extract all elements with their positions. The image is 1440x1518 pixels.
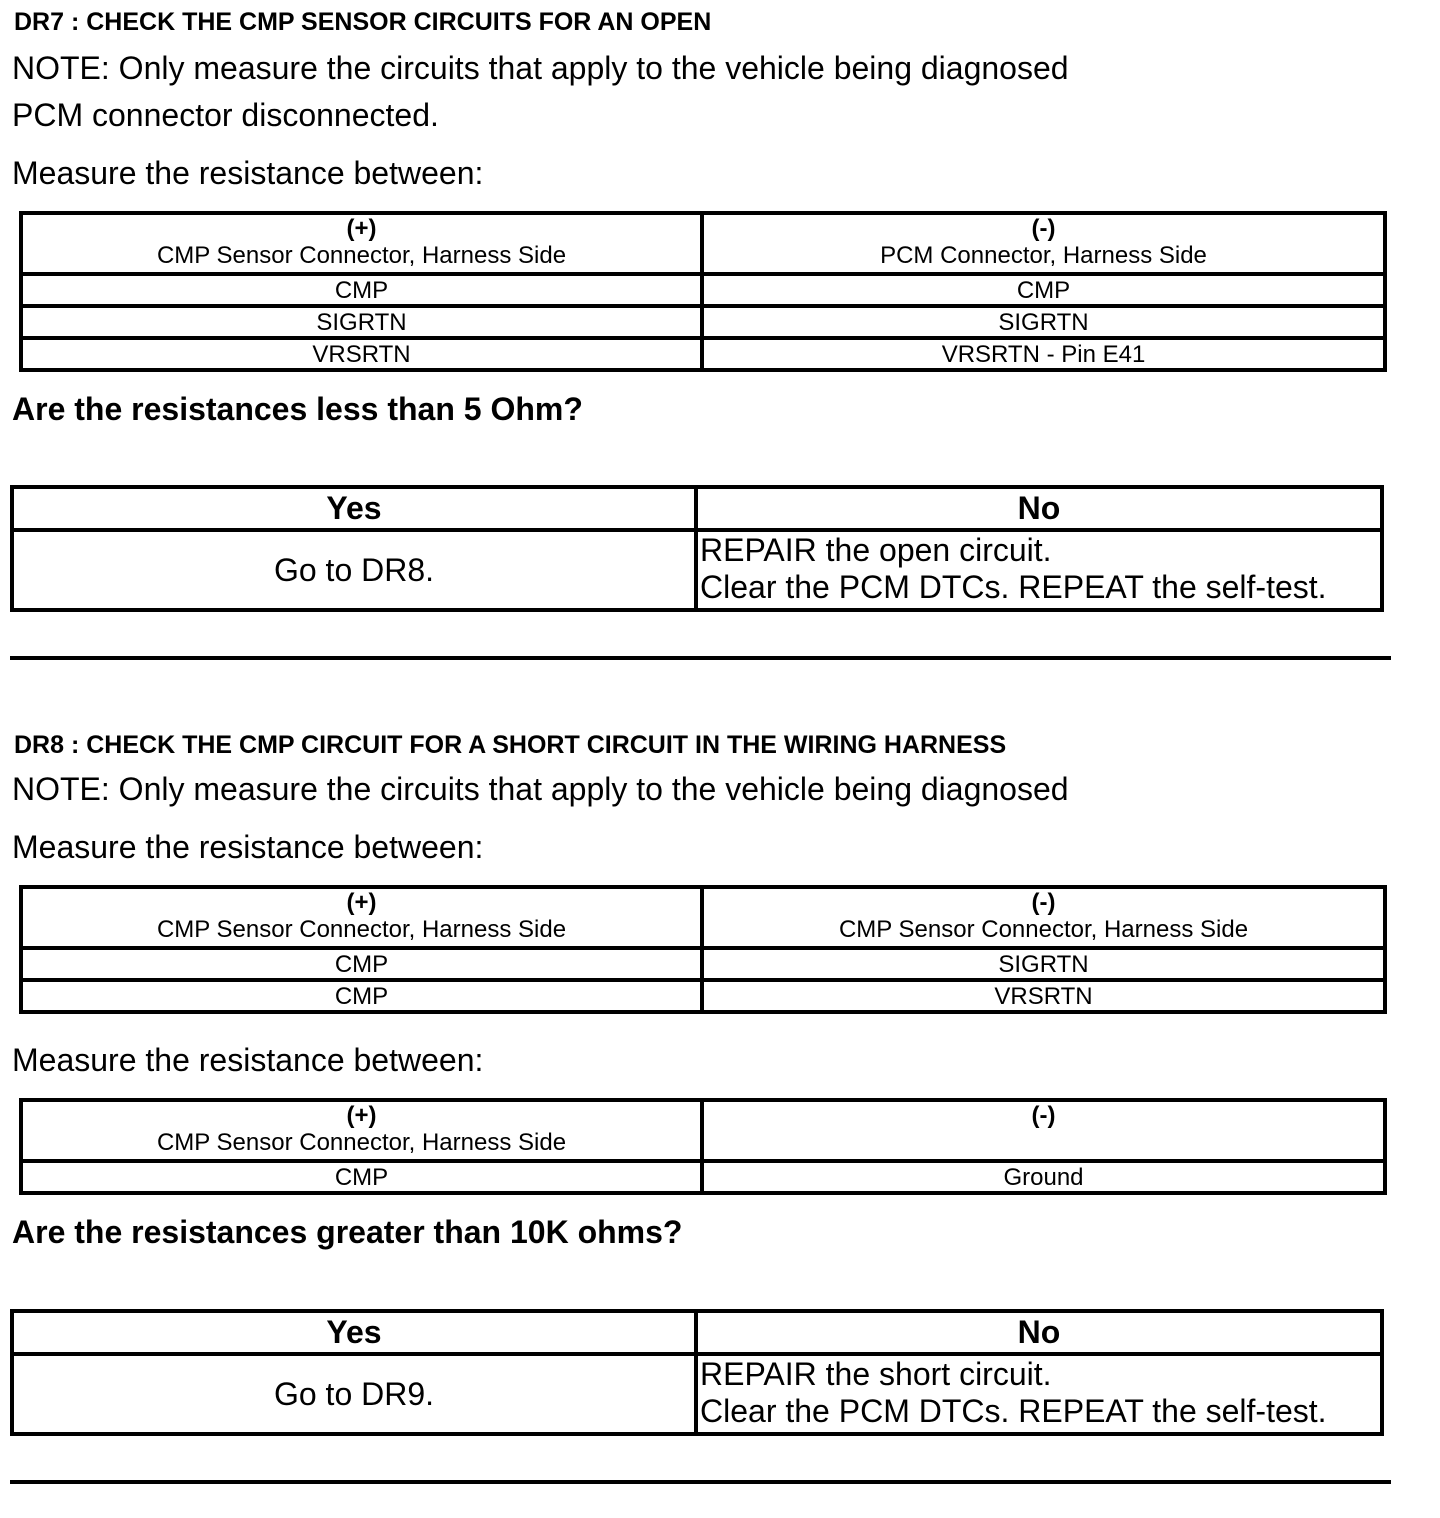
table-row: [21, 338, 1385, 370]
result-header-row: [12, 1311, 1382, 1354]
plus-cell: CMP: [21, 274, 702, 306]
table-row: [21, 306, 1385, 338]
table-header-row: [21, 887, 1385, 948]
no-action: [696, 1354, 1382, 1434]
no-header: No: [696, 1311, 1382, 1354]
yes-action: Go to DR8.: [12, 530, 696, 610]
plus-column-header: [21, 887, 702, 948]
no-action: [696, 530, 1382, 610]
yes-header: Yes: [12, 487, 696, 530]
plus-sign: (+): [346, 1102, 377, 1129]
minus-connector-label: PCM Connector, Harness Side: [880, 242, 1207, 269]
minus-cell: SIGRTN: [702, 306, 1385, 338]
plus-connector-label: CMP Sensor Connector, Harness Side: [156, 916, 567, 943]
table-row: [21, 980, 1385, 1012]
minus-column-header: [702, 213, 1385, 274]
table-header-row: [21, 213, 1385, 274]
plus-cell: CMP: [21, 1161, 702, 1193]
dr8-heading: DR8 : CHECK THE CMP CIRCUIT FOR A SHORT CIRCUIT IN THE WIRING HARNESS: [14, 731, 1007, 759]
minus-cell: SIGRTN: [702, 948, 1385, 980]
no-action-line2: Clear the PCM DTCs. REPEAT the self-test.: [700, 1393, 1327, 1429]
dr7-question: Are the resistances less than 5 Ohm?: [12, 391, 583, 427]
minus-cell: VRSRTN: [702, 980, 1385, 1012]
plus-cell: VRSRTN: [21, 338, 702, 370]
minus-cell: CMP: [702, 274, 1385, 306]
plus-connector-label: CMP Sensor Connector, Harness Side: [156, 1129, 567, 1156]
plus-cell: CMP: [21, 980, 702, 1012]
minus-sign: (-): [1031, 889, 1056, 916]
plus-sign: (+): [346, 215, 377, 242]
dr8-measurement-table-2: [19, 1098, 1387, 1195]
plus-sign: (+): [346, 889, 377, 916]
minus-sign: (-): [1031, 215, 1056, 242]
table-row: [21, 948, 1385, 980]
dr7-note: NOTE: Only measure the circuits that apply to the vehicle being diagnosed: [12, 50, 1069, 86]
yes-header: Yes: [12, 1311, 696, 1354]
section-divider: [10, 1480, 1391, 1484]
no-action-line1: REPAIR the open circuit.: [700, 532, 1052, 568]
plus-cell: SIGRTN: [21, 306, 702, 338]
section-divider: [10, 656, 1391, 660]
dr7-measure-intro: Measure the resistance between:: [12, 155, 484, 191]
result-row: [12, 1354, 1382, 1434]
plus-cell: CMP: [21, 948, 702, 980]
dr8-note: NOTE: Only measure the circuits that apply to the vehicle being diagnosed: [12, 771, 1069, 807]
dr7-heading: DR7 : CHECK THE CMP SENSOR CIRCUITS FOR AN OPEN: [14, 8, 712, 36]
minus-column-header: [702, 1100, 1385, 1161]
table-header-row: [21, 1100, 1385, 1161]
no-header: No: [696, 487, 1382, 530]
minus-cell: VRSRTN - Pin E41: [702, 338, 1385, 370]
dr8-measure-intro-2: Measure the resistance between:: [12, 1042, 484, 1078]
minus-cell: Ground: [702, 1161, 1385, 1193]
result-header-row: [12, 487, 1382, 530]
no-action-line2: Clear the PCM DTCs. REPEAT the self-test.: [700, 569, 1327, 605]
minus-sign: (-): [1031, 1102, 1056, 1129]
result-row: [12, 530, 1382, 610]
plus-column-header: [21, 213, 702, 274]
dr8-result-table: [10, 1309, 1384, 1436]
no-action-line1: REPAIR the short circuit.: [700, 1356, 1052, 1392]
minus-connector-label: CMP Sensor Connector, Harness Side: [838, 916, 1249, 943]
dr8-question: Are the resistances greater than 10K ohms?: [12, 1214, 683, 1250]
dr7-measurement-table: [19, 211, 1387, 372]
table-row: [21, 274, 1385, 306]
dr7-result-table: [10, 485, 1384, 612]
dr7-condition: PCM connector disconnected.: [12, 97, 439, 133]
plus-connector-label: CMP Sensor Connector, Harness Side: [156, 242, 567, 269]
table-row: [21, 1161, 1385, 1193]
yes-action: Go to DR9.: [12, 1354, 696, 1434]
dr8-measure-intro-1: Measure the resistance between:: [12, 829, 484, 865]
plus-column-header: [21, 1100, 702, 1161]
minus-column-header: [702, 887, 1385, 948]
dr8-measurement-table-1: [19, 885, 1387, 1014]
